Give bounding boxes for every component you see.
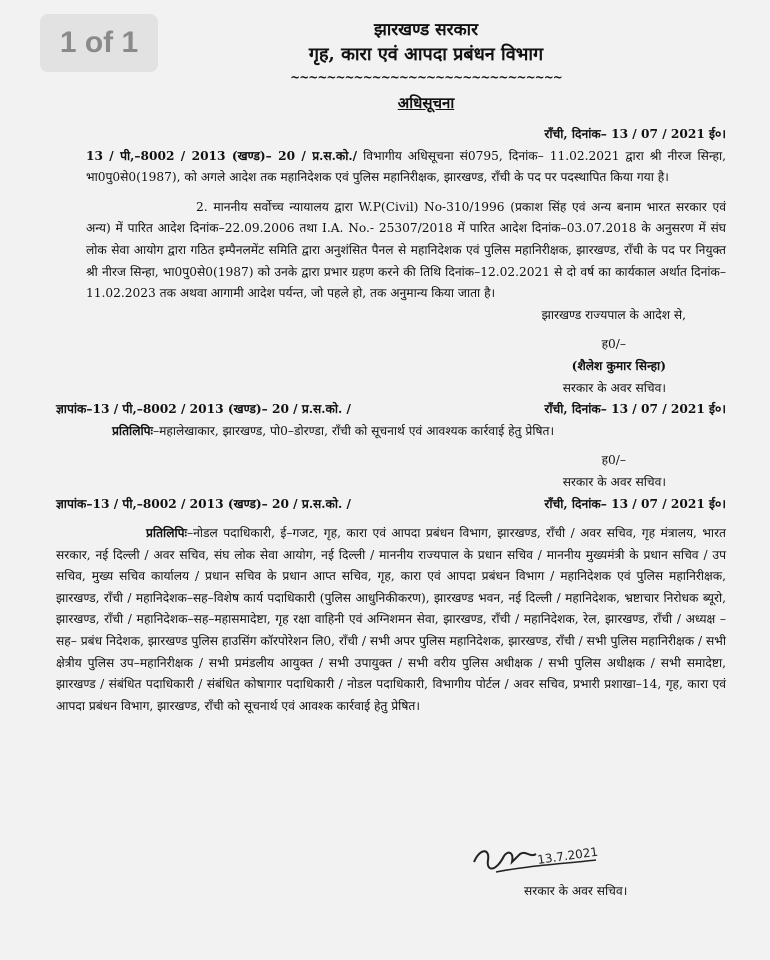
memo-2-date: राँची, दिनांक– 13 / 07 / 2021 ई०। <box>544 496 726 511</box>
paragraph-2: 2. माननीय सर्वोच्च न्यायालय द्वारा W.P(Civil) No-310/1996 (प्रकाश सिंह एवं अन्य बनाम भारत सरकार एवं अन्य) में पारित आदेश दिनांक–22.09.2006 तथा I.A. No.- 25307/2018 में पारित आदेश दिनांक–03.07.2018 के अनुसरण में संघ लोक सेवा आयोग द्वारा गठित इम्पैनलमेंट समिति द्वारा अनुशंसित पैनल से महानिदेशक एवं पुलिस महानिरीक्षक, झारखण्ड, राँची के पद पर नियुक्त श्री नीरज सिन्हा, भा0पु0से0(1987) को उनके द्वारा प्रभार ग्रहण करने की तिथि दिनांक–12.02.2021 से दो वर्ष का कार्यकाल अर्थात दिनांक–11.02.2023 तक अथवा आगामी आदेश पर्यन्त, जो पहले हो, तक अनुमान्य किया जाता है। <box>86 199 726 301</box>
signature-2-sd: ह0/– <box>601 453 626 468</box>
government-notification-document <box>56 18 726 717</box>
department-name: गृह, कारा एवं आपदा प्रबंधन विभाग <box>308 44 544 65</box>
notification-date: राँची, दिनांक– 13 / 07 / 2021 ई०। <box>544 127 726 141</box>
signatory-name: (शैलेश कुमार सिन्हा) <box>571 358 666 373</box>
signature-1-designation: सरकार के अवर सचिव। <box>562 380 666 395</box>
signature-block-1 <box>86 334 666 399</box>
governor-order-line: झारखण्ड राज्यपाल के आदेश से, <box>541 307 686 322</box>
memo-2-copy <box>56 523 726 717</box>
memo-1-copy-label: प्रतिलिपिः <box>112 423 153 438</box>
memo-2-ref: ज्ञापांक–13 / पी,–8002 / 2013 (खण्ड)– 20 / प्र.स.को. / <box>56 496 351 511</box>
memo-1-copy <box>56 421 726 443</box>
signature-block-3: सरकार के अवर सचिव। <box>524 884 628 898</box>
signature-2-designation: सरकार के अवर सचिव। <box>562 474 666 489</box>
header-divider: ~~~~~~~~~~~~~~~~~~~~~~~~~~~~~~ <box>290 70 562 84</box>
memo-2-copy-label: प्रतिलिपिः <box>146 526 187 541</box>
handwritten-signature-icon <box>466 842 606 882</box>
page-counter-badge: 1 of 1 <box>40 14 158 72</box>
memo-2-reference-line <box>56 494 726 516</box>
memo-1-reference-line <box>56 399 726 421</box>
government-name: झारखण्ड सरकार <box>373 20 479 40</box>
signature-block-2 <box>86 450 666 493</box>
memo-2-copy-text: –नोडल पदाधिकारी, ई–गजट, गृह, कारा एवं आपदा प्रबंधन विभाग, झारखण्ड, राँची / अवर सचिव, गृह मंत्रालय, भारत सरकार, नई दिल्ली / अवर सचिव, संघ लोक सेवा आयोग, नई दिल्ली / माननीय राज्यपाल के प्रधान सचिव / माननीय मुख्यमंत्री के प्रधान सचिव / उप सचिव, मुख्य सचिव कार्यालय / प्रधान सचिव के प्रधान आप्त सचिव, गृह, कारा एवं आपदा प्रबंधन विभाग / महानिदेशक एवं पुलिस महानिरीक्षक, झारखण्ड, राँची / महानिदेशक–सह–विशेष कार्य पदाधिकारी (पुलिस आधुनिकीकरण), झारखण्ड भवन, नई दिल्ली / महानिदेशक, भ्रष्टाचार निरोधक ब्यूरो, झारखण्ड, राँची / महानिदेशक–सह–महासमादेष्टा, गृह रक्षा वाहिनी एवं अग्निशमन सेवा, झारखण्ड, राँची / महानिदेशक, रेल, झारखण्ड, राँची / अध्यक्ष –सह– प्रबंध निदेशक, झारखण्ड पुलिस हाउसिंग कॉरपोरेशन लि0, राँची / सभी अपर पुलिस महानिदेशक, झारखण्ड, राँची / सभी पुलिस महानिरीक्षक / सभी क्षेत्रीय पुलिस उप–महानिरीक्षक / सभी प्रमंडलीय आयुक्त / सभी उपायुक्त / सभी वरीय पुलिस अधीक्षक / सभी पुलिस अधीक्षक / सभी समादेष्टा, झारखण्ड / संबंधित पदाधिकारी / संबंधित कोषागार पदाधिकारी / नोडल पदाधिकारी, विभागीय पोर्टल / अवर सचिव, प्रभारी प्रशाखा–14, गृह, कारा एवं आपदा प्रबंधन विभाग, झारखण्ड, राँची को सूचनार्थ एवं आवश्क कार्रवाई हेतु प्रेषित। <box>56 526 726 713</box>
paragraph-1 <box>86 146 726 189</box>
svg-text:13.7.2021: 13.7.2021 <box>536 844 599 867</box>
paragraph-1-reference: 13 / पी,–8002 / 2013 (खण्ड)– 20 / प्र.स.को./ <box>86 148 358 163</box>
memo-1-date: राँची, दिनांक– 13 / 07 / 2021 ई०। <box>544 402 726 417</box>
memo-1-copy-text: –महालेखाकार, झारखण्ड, पो0–डोरण्डा, राँची को सूचनार्थ एवं आवश्यक कार्रवाई हेतु प्रेषित। <box>153 423 555 438</box>
signature-1-sd: ह0/– <box>601 337 626 352</box>
notification-title: अधिसूचना <box>397 94 455 112</box>
paragraph-1-text: विभागीय अधिसूचना सं0795, दिनांक– 11.02.2021 द्वारा श्री नीरज सिन्हा, भा0पु0से0(1987), को अगले आदेश तक महानिदेशक एवं पुलिस महानिरीक्षक, झारखण्ड, राँची के पद पर पदस्थापित किया गया है। <box>86 148 726 185</box>
memo-1-ref: ज्ञापांक–13 / पी,–8002 / 2013 (खण्ड)– 20 / प्र.स.को. / <box>56 402 351 417</box>
